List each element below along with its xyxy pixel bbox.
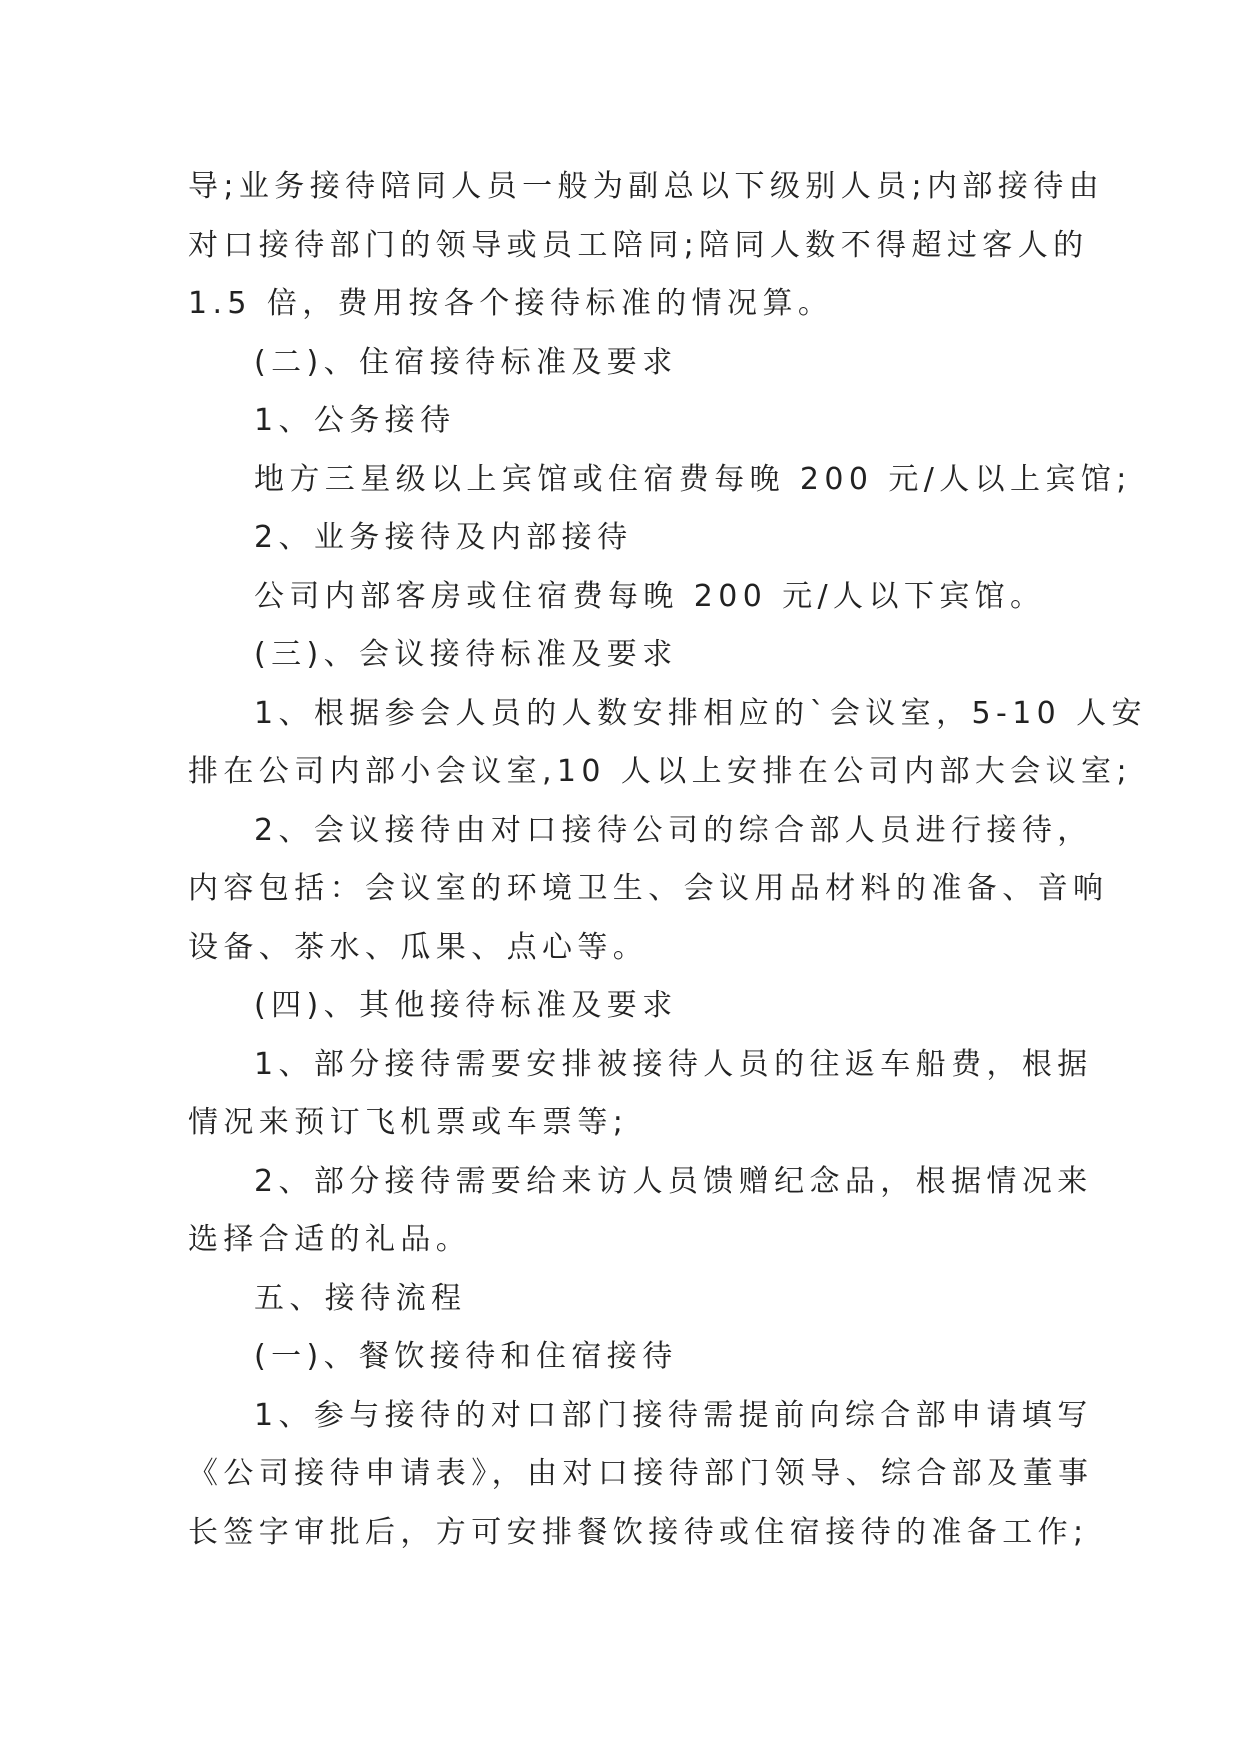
text-line: 情况来预订飞机票或车票等; xyxy=(188,1105,629,1140)
text-line: 选择合适的礼品。 xyxy=(188,1222,472,1257)
text-line: 1、根据参会人员的人数安排相应的`会议室，5-10 人安 xyxy=(254,695,1147,731)
text-line: 长签字审批后，方可安排餐饮接待或住宿接待的准备工作; xyxy=(188,1514,1089,1550)
section-heading: (二)、住宿接待标准及要求 xyxy=(254,344,678,380)
text-line: 排在公司内部小会议室,10 人以上安排在公司内部大会议室; xyxy=(188,754,1132,789)
text-line: 1、参与接待的对口部门接待需提前向综合部申请填写 xyxy=(254,1397,1093,1433)
text-line: 导;业务接待陪同人员一般为副总以下级别人员;内部接待由 xyxy=(188,169,1105,204)
section-heading: (一)、餐饮接待和住宿接待 xyxy=(254,1339,678,1374)
section-heading: (四)、其他接待标准及要求 xyxy=(254,988,678,1023)
subsection-heading: 1、公务接待 xyxy=(254,403,456,438)
text-line: 对口接待部门的领导或员工陪同;陪同人数不得超过客人的 xyxy=(188,227,1089,263)
text-line: 公司内部客房或住宿费每晚 200 元/人以下宾馆。 xyxy=(254,578,1046,614)
body-text xyxy=(188,158,1147,1562)
text-line: 2、部分接待需要给来访人员馈赠纪念品，根据情况来 xyxy=(254,1163,1093,1199)
section-heading: (三)、会议接待标准及要求 xyxy=(254,637,678,672)
subsection-heading: 2、业务接待及内部接待 xyxy=(254,520,633,555)
text-line: 2、会议接待由对口接待公司的综合部人员进行接待， xyxy=(254,812,1093,848)
text-line: 内容包括：会议室的环境卫生、会议用品材料的准备、音响 xyxy=(188,871,1109,906)
text-line: 1、部分接待需要安排被接待人员的往返车船费，根据 xyxy=(254,1046,1093,1082)
text-line: 地方三星级以上宾馆或住宿费每晚 200 元/人以上宾馆; xyxy=(254,461,1132,497)
text-line: 《公司接待申请表》，由对口接待部门领导、综合部及董事 xyxy=(188,1456,1094,1491)
chapter-heading: 五、接待流程 xyxy=(254,1280,467,1316)
text-line: 1.5 倍，费用按各个接待标准的情况算。 xyxy=(188,286,834,321)
text-line: 设备、茶水、瓜果、点心等。 xyxy=(188,929,649,965)
